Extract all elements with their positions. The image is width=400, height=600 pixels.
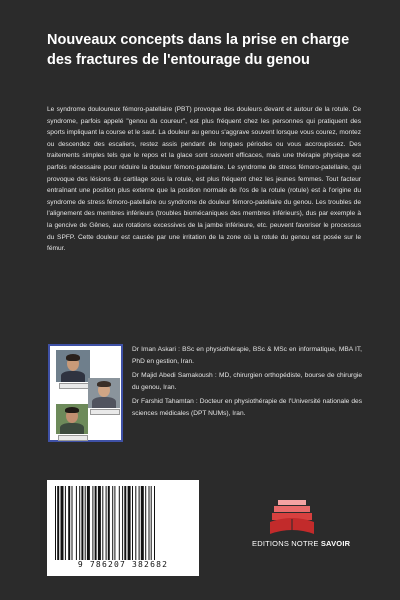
- back-cover-summary: Le syndrome douloureux fémoro-patellaire (PBT) provoque des douleurs devant et autour de la rotule. Ce syndrome, parfois appelé "genou du coureur", est plus fréquent chez les personnes qui pratiquent des sports impliquant la course et le saut. La douleur au genou s'aggrave souvent lorsque vous courez, montez ou descendez des escaliers, restez assis pendant de longues périodes ou vous accroupissez. Des traitements simples tels que le repos et la glace sont souvent efficaces, mais une thérapie physique est parfois nécessaire pour réduire la douleur fémoro-patellaire. Le syndrome de stress fémoro-patellaire, qui provoque des lésions du cartilage sous la rotule, est plus fréquent chez les jeunes femmes. Tout facteur entraînant une position plus externe que la position normale de l'os de la rotule (rotule) est à l'origine du syndrome de stress fémoro-patellaire ou syndrome de douleur fémoro-patellaire du genou. Les troubles de l'alignement des membres inférieurs (troubles biomécaniques des membres inférieurs), dus par exemple à la gencive de Gênes, aux rotations excessives de la jambe inférieure, etc. peuvent favoriser le processus du SPFP. Cette douleur est causée par une irritation de la zone où la rotule du genou est posée sur le fémur.: [47, 106, 361, 253]
- publisher-name-prefix: EDITIONS NOTRE: [252, 539, 321, 548]
- author-bio-1: Dr Iman Askari : BSc en physiothérapie, BSc & MSc en informatique, MBA IT, PhD en gestion, Iran.: [132, 346, 362, 365]
- photo-caption-3: [58, 435, 88, 441]
- publisher-name-bold: SAVOIR: [320, 539, 351, 548]
- author-photo-3: [56, 404, 88, 434]
- photo-caption-2: [90, 409, 120, 415]
- author-photo-2: [88, 378, 120, 408]
- barcode-digits: 9 786207 382682: [77, 560, 169, 569]
- author-photo-1: [56, 350, 90, 382]
- author-bios: [132, 344, 362, 422]
- publisher-logo-icon: [268, 498, 316, 536]
- photo-caption-1: [59, 383, 89, 389]
- book-title: Nouveaux concepts dans la prise en charge des fractures de l'entourage du genou: [47, 32, 350, 68]
- author-photos: [48, 344, 123, 442]
- publisher-name: [252, 539, 351, 548]
- author-bio-3: Dr Farshid Tahamtan : Docteur en physiothérapie de l'Université nationale des sciences médicales (DPT NUMs), Iran.: [132, 398, 362, 417]
- isbn-barcode: [47, 480, 199, 576]
- author-bio-2: Dr Majid Abedi Samakoush : MD, chirurgien orthopédiste, bourse de chirurgie du genou, Iran.: [132, 372, 362, 391]
- barcode-bars: [55, 486, 191, 560]
